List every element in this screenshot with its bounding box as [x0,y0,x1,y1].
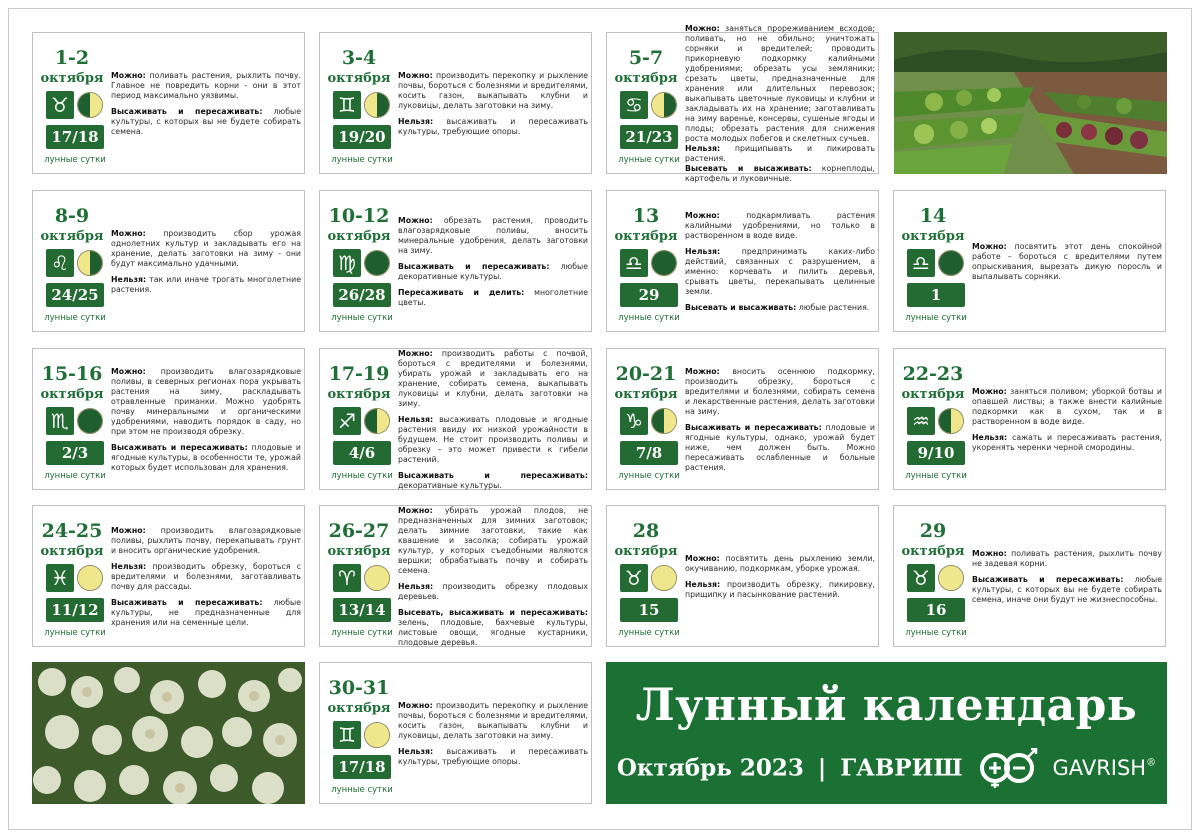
advice-text: корнеплоды, картофель и луковичные. [685,163,875,183]
day-card [319,190,592,332]
leo-zodiac-icon: ♌ [46,249,74,277]
lunar-days-badge: 21/23 [620,125,678,149]
advice-paragraph [972,575,1162,605]
day-card-header [324,191,394,333]
taurus-zodiac-icon: ♉ [620,564,648,592]
moon-phase-icon [77,250,103,276]
title-banner [606,662,1167,804]
moon-phase-icon [77,408,103,434]
day-card-date: 24-25 [41,520,103,542]
day-card-header [324,33,394,175]
advice-paragraph [111,275,301,295]
advice-key: Можно: [398,216,433,226]
lunar-days-badge: 7/8 [620,441,678,465]
day-card [893,505,1166,647]
day-card-month: октября [901,387,965,402]
advice-text: вносить осеннюю подкормку, производить обрезку, бороться с вредителями и болезнями, собирать семена и лекарственные растения, делать заготовки на зиму. [685,367,875,417]
day-card-advice [111,506,301,648]
advice-paragraph [398,71,588,111]
advice-key: Можно: [685,367,720,377]
day-card [32,32,305,174]
day-card [32,348,305,490]
lunar-days-badge: 19/20 [333,125,391,149]
day-card-advice [685,24,875,183]
lunar-days-badge: 4/6 [333,441,391,465]
garden-beds-photo [894,32,1167,174]
day-card-header [37,506,107,648]
moon-phase-icon [651,565,677,591]
day-card-signs [907,407,963,435]
moon-phase-icon [364,92,390,118]
day-card [319,348,592,490]
pisces-zodiac-icon: ♓ [46,564,74,592]
day-card-date: 29 [919,520,947,542]
advice-text: так или иначе трогать многолетние растения. [111,274,301,294]
advice-text: подкармливать растения калийными удобрениями, но только в растворенном в воде виде. [685,211,875,241]
lunar-days-caption: лунные сутки [618,471,680,481]
lunar-days-badge: 17/18 [333,755,391,779]
day-card [32,190,305,332]
day-card-advice [398,191,588,333]
advice-paragraph [111,367,301,437]
day-card-signs [620,564,676,592]
advice-text: любые культуры, с которых вы не будете собирать семена. [111,107,301,136]
day-card-header [611,33,681,175]
advice-key: Можно: [685,24,720,34]
day-card-signs [620,249,676,277]
advice-text: производить обрезку, бороться с вредителями и болезнями, заготавливать почву для рассады. [111,562,301,591]
advice-text: плодовые и ягодные культуры, однако, урожай будет ниже, чем должен быть. Можно пересаживать ослабленные и больные растения. [685,423,875,472]
lunar-days-badge: 1 [907,283,965,307]
advice-text: производить обрезку, пикировку, прищипку и пасынкование растений. [685,580,875,599]
moon-phase-icon [364,408,390,434]
advice-key: Можно: [972,387,1007,397]
day-card-advice [398,663,588,805]
day-card-signs [333,407,389,435]
advice-paragraph [111,598,301,628]
sagittarius-zodiac-icon: ♐ [333,407,361,435]
advice-paragraph [972,549,1162,569]
day-card-header [37,349,107,491]
advice-paragraph [398,349,588,409]
advice-key: Высаживать и пересаживать: [111,442,248,452]
taurus-zodiac-icon: ♉ [907,564,935,592]
advice-key: Высаживать и пересаживать: [111,107,263,116]
advice-key: Высевать и высаживать: [685,163,812,173]
day-card-date: 3-4 [341,47,377,69]
day-card-month: октября [40,71,104,86]
day-card-header [324,663,394,805]
day-card-header [324,506,394,648]
lunar-days-caption: лунные сутки [618,313,680,323]
advice-paragraph [398,471,588,491]
lunar-days-caption: лунные сутки [331,155,393,165]
day-card-signs [333,564,389,592]
day-card-month: октября [40,229,104,244]
day-card-month: октября [614,71,678,86]
lunar-days-caption: лунные сутки [44,155,106,165]
advice-key: Можно: [111,229,146,239]
advice-text: производить влагозарядковые поливы, в северных регионах пора укрывать растения на зиму, раскладывать отравленные приманки. Можно удобрять почву минеральными и органическими удобрениями, наводить порядок в саду, но при этом не производя обрезку. [111,367,301,436]
calendar-title: Лунный календарь [635,680,1138,731]
day-card-signs [333,249,389,277]
day-card-month: октября [327,71,391,86]
advice-paragraph [972,433,1162,453]
gemini-zodiac-icon: ♊ [333,721,361,749]
day-card-advice [685,506,875,648]
advice-key: Можно: [111,526,146,536]
advice-key: Высаживать и пересаживать: [972,575,1124,585]
aries-zodiac-icon: ♈ [333,564,361,592]
advice-text: обрезать растения, проводить влагозарядковые поливы, вносить минеральные удобрения, делать заготовки на зиму. [398,216,588,256]
day-card-header [611,191,681,333]
advice-key: Нельзя: [398,581,434,591]
day-card-date: 30-31 [328,677,390,699]
day-card-header [898,349,968,491]
day-card-signs [907,249,963,277]
day-card [893,190,1166,332]
virgo-zodiac-icon: ♍ [333,249,361,277]
advice-paragraph [111,526,301,556]
calendar-subtitle [606,748,1167,788]
advice-key: Нельзя: [972,432,1008,442]
day-card-month: октября [40,387,104,402]
advice-key: Можно: [685,554,720,564]
advice-paragraph [398,288,588,308]
advice-text: производить перекопку и рыхление почвы, бороться с болезнями и вредителями, косить газон, выкапывать клубни и луковицы, делать заготовки на зиму. [398,71,588,110]
day-card-header [37,33,107,175]
day-card-date: 28 [632,520,660,542]
advice-text: производить обрезку плодовых деревьев. [398,581,588,601]
advice-text: любые декоративные культуры. [398,262,588,281]
day-card-signs [620,91,676,119]
day-card-advice [111,33,301,175]
day-card-date: 5-7 [628,47,664,69]
day-card-date: 13 [632,205,660,227]
lunar-days-caption: лунные сутки [331,785,393,795]
day-card-header [611,506,681,648]
advice-key: Можно: [111,71,146,81]
advice-paragraph [398,262,588,282]
advice-paragraph [685,211,875,241]
day-card-advice [111,349,301,491]
day-card-header [898,506,968,648]
advice-text: производить сбор урожая однолетних культур и закладывать его на хранение, делать заготовки на зиму - они будут максимально удачными. [111,229,301,268]
advice-paragraph [972,387,1162,427]
day-card-date: 20-21 [615,363,677,385]
day-card-date: 10-12 [328,205,390,227]
lunar-days-caption: лунные сутки [331,313,393,323]
advice-key: Высаживать и пересаживать: [398,470,588,480]
lunar-days-badge: 17/18 [46,125,104,149]
brand-name-ru: ГАВРИШ [840,754,963,782]
advice-text: убирать урожай плодов, не предназначенных для зимних заготовок; делать зимние заготовки, такие как квашение и засолка; собирать урожай культур, у которых съедобными являются вершки; обрабатывать почву и собирать семена. [398,506,588,576]
advice-paragraph [685,367,875,417]
advice-paragraph [398,506,588,576]
advice-text: заняться прореживанием всходов; поливать, но не обильно; уничтожать сорняки и вредителей; проводить прикорневую подкормку калийными удобрениями; обрезать усы земляники; срезать цветы, предназначенные для хранения или длительных перевозок; выкапывать цветочные луковицы и клубни и закладывать их на хранение; заготавливать на зиму варенье, консервы, сушеные ягоды и плоды; обрезать растения для снижения роста молодых побегов и скелетных сучьев. [685,24,875,143]
advice-paragraph [398,216,588,256]
lunar-days-badge: 15 [620,598,678,622]
day-card-header [324,349,394,491]
advice-paragraph [111,443,301,473]
day-card-month: октября [40,544,104,559]
advice-text: сажать и пересаживать растения, укоренять черенки черной смородины. [972,432,1162,452]
day-card-advice [398,506,588,648]
advice-paragraph [398,117,588,137]
capricorn-zodiac-icon: ♑ [620,407,648,435]
lunar-days-caption: лунные сутки [331,628,393,638]
advice-key: Можно: [685,211,720,221]
day-card-advice [398,33,588,175]
advice-text: высаживать плодовые и ягодные растения ввиду их низкой урожайности в будущем. Не стоит производить поливы и обрезку – это может привести к гибели растений. [398,415,588,464]
lunar-days-badge: 9/10 [907,441,965,465]
lunar-days-badge: 13/14 [333,598,391,622]
lunar-days-caption: лунные сутки [618,628,680,638]
libra-zodiac-icon: ♎ [620,249,648,277]
day-card-advice [972,506,1162,648]
period-label: Октябрь 2023 [616,754,804,782]
day-card-advice [111,191,301,333]
advice-key: Высаживать и пересаживать: [685,423,822,432]
libra-zodiac-icon: ♎ [907,249,935,277]
moon-phase-icon [938,408,964,434]
advice-paragraph [398,701,588,741]
advice-key: Нельзя: [111,274,147,284]
advice-key: Нельзя: [398,746,434,756]
advice-paragraph [685,423,875,473]
day-card-date: 15-16 [41,363,103,385]
advice-paragraph [398,415,588,465]
day-card [32,505,305,647]
day-card-signs [620,407,676,435]
day-card [606,505,879,647]
lunar-days-caption: лунные сутки [331,471,393,481]
advice-text: любые культуры, с которых вы не будете собирать семена, иначе они будут не жизнеспособны. [972,575,1162,604]
advice-text: плодовые и ягодные культуры, в особенности те, урожай которых будет использован для хранения. [111,442,301,472]
day-card-header [898,191,968,333]
lunar-days-caption: лунные сутки [905,313,967,323]
day-card-advice [398,349,588,491]
brand-name-en: GAVRISH [1052,756,1147,780]
advice-text: посвятить этот день спокойной работе – бороться с вредителями путем опрыскивания, вырезать дикую поросль и выпалывать сорняки. [972,242,1162,281]
day-card-date: 17-19 [328,363,390,385]
advice-paragraph [398,608,588,648]
day-card-advice [685,349,875,491]
day-card-month: октября [327,544,391,559]
day-card-advice [972,191,1162,333]
day-card-month: октября [614,544,678,559]
day-card-signs [907,564,963,592]
moon-phase-icon [364,565,390,591]
lunar-days-caption: лунные сутки [44,471,106,481]
advice-paragraph [111,71,301,101]
day-card-date: 26-27 [328,520,390,542]
gemini-zodiac-icon: ♊ [333,91,361,119]
lunar-days-badge: 24/25 [46,283,104,307]
day-card-month: октября [901,544,965,559]
advice-text: прищипывать и пикировать растения. [685,143,875,163]
moon-phase-icon [938,565,964,591]
lunar-days-caption: лунные сутки [905,471,967,481]
advice-text: производить влагозарядковые поливы, рыхлить почву, перекапывать грунт и вносить органические удобрения. [111,526,301,556]
day-card-date: 1-2 [54,47,90,69]
lunar-days-caption: лунные сутки [618,155,680,165]
day-card [319,662,592,804]
taurus-zodiac-icon: ♉ [46,91,74,119]
moon-phase-icon [651,408,677,434]
lunar-days-badge: 29 [620,283,678,307]
day-card-signs [46,91,102,119]
advice-key: Можно: [972,242,1007,252]
gavrish-logo [973,748,1043,788]
advice-paragraph [685,580,875,600]
day-card-header [37,191,107,333]
moon-phase-icon [77,92,103,118]
lunar-days-caption: лунные сутки [44,628,106,638]
advice-text: производить перекопку и рыхление почвы, бороться с болезнями и вредителями, косить газон, выкапывать клубни и луковицы, делать заготовки на зиму. [398,701,588,740]
advice-key: Пересаживать и делить: [398,287,525,297]
advice-paragraph [398,582,588,602]
advice-text: заняться поливом; уборкой ботвы и опавшей листвы; а также внести калийные подкормки как в сухом, так и в растворенном в воде виде. [972,387,1162,426]
day-card-advice [685,191,875,333]
advice-paragraph [972,242,1162,282]
lunar-days-badge: 2/3 [46,441,104,465]
lunar-days-badge: 16 [907,598,965,622]
day-card-date: 14 [919,205,947,227]
day-card-signs [333,721,389,749]
advice-key: Можно: [398,349,433,359]
advice-paragraph [685,303,875,313]
advice-text: поливать растения, рыхлить почву не задевая корни. [972,549,1162,569]
advice-text: зелень, плодовые, бахчевые культуры, листовые овощи, ягодные кустарники, плодовые деревья. [398,617,588,647]
registered-mark: ® [1146,757,1157,769]
cancer-zodiac-icon: ♋ [620,91,648,119]
day-card-date: 8-9 [54,205,90,227]
day-card-advice [972,349,1162,491]
day-card-month: октября [327,229,391,244]
day-card [606,24,879,183]
separator: | [817,754,827,782]
advice-key: Нельзя: [398,415,434,425]
aquarius-zodiac-icon: ♒ [907,407,935,435]
advice-text: высаживать и пересаживать культуры, требующие опоры. [398,116,588,136]
advice-key: Нельзя: [398,116,434,126]
day-card [319,505,592,647]
advice-key: Нельзя: [685,580,721,589]
advice-key: Можно: [398,506,433,516]
day-card-header [611,349,681,491]
advice-key: Высаживать и пересаживать: [398,262,550,271]
advice-text: любые растения. [796,302,870,312]
advice-key: Можно: [111,367,146,377]
lunar-days-caption: лунные сутки [905,628,967,638]
advice-paragraph [685,24,875,184]
advice-text: декоративные культуры. [398,480,502,490]
advice-text: высаживать и пересаживать культуры, требующие опоры. [398,746,588,766]
advice-text: поливать растения, рыхлить почву. Главное не повредить корни - они в этот период максимально уязвимы. [111,71,301,101]
advice-key: Высевать и высаживать: [685,302,797,312]
advice-paragraph [685,554,875,574]
advice-paragraph [111,229,301,269]
moon-phase-icon [651,92,677,118]
day-card [606,348,879,490]
advice-text: многолетние цветы. [398,287,588,307]
moon-phase-icon [938,250,964,276]
day-card-month: октября [614,387,678,402]
day-card-signs [333,91,389,119]
advice-key: Нельзя: [111,562,147,572]
day-card [893,348,1166,490]
advice-text: любые культуры, не предназначенные для хранения или на семенные цели. [111,597,301,627]
advice-text: производить работы с почвой, бороться с вредителями и болезнями, убирать урожай и закладывать его на хранение, собирать семена, выкапывать луковицы и клубни, делать заготовки на зиму. [398,349,588,409]
day-card-month: октября [327,701,391,716]
lunar-days-badge: 26/28 [333,283,391,307]
advice-paragraph [111,107,301,137]
moon-phase-icon [651,250,677,276]
advice-key: Можно: [398,701,433,711]
day-card-month: октября [901,229,965,244]
advice-key: Высаживать и пересаживать: [111,597,263,607]
lunar-days-badge: 11/12 [46,598,104,622]
scorpio-zodiac-icon: ♏ [46,407,74,435]
day-card [319,32,592,174]
advice-key: Можно: [972,549,1007,559]
advice-paragraph [685,247,875,297]
advice-text: посвятить день рыхлению земли, окучиванию, подкормкам, уборке урожая. [685,554,875,574]
advice-key: Высевать, высаживать и пересаживать: [398,607,588,617]
lunar-days-caption: лунные сутки [44,313,106,323]
day-card-signs [46,407,102,435]
day-card-month: октября [614,229,678,244]
advice-key: Можно: [398,71,433,81]
day-card-signs [46,564,102,592]
advice-paragraph [398,747,588,767]
clematis-seedheads-photo [32,662,305,804]
day-card [606,190,879,332]
moon-phase-icon [364,722,390,748]
moon-phase-icon [364,250,390,276]
advice-paragraph [111,562,301,592]
advice-key: Нельзя: [685,247,721,257]
advice-key: Нельзя: [685,143,721,153]
day-card-month: октября [327,387,391,402]
day-card-date: 22-23 [902,363,964,385]
day-card-signs [46,249,102,277]
advice-text: предпринимать каких-либо действий, связанных с разрушением, а именно: корчевать и пилить деревья, срывать цветы, перекапывать целинные земли. [685,247,875,296]
moon-phase-icon [77,565,103,591]
